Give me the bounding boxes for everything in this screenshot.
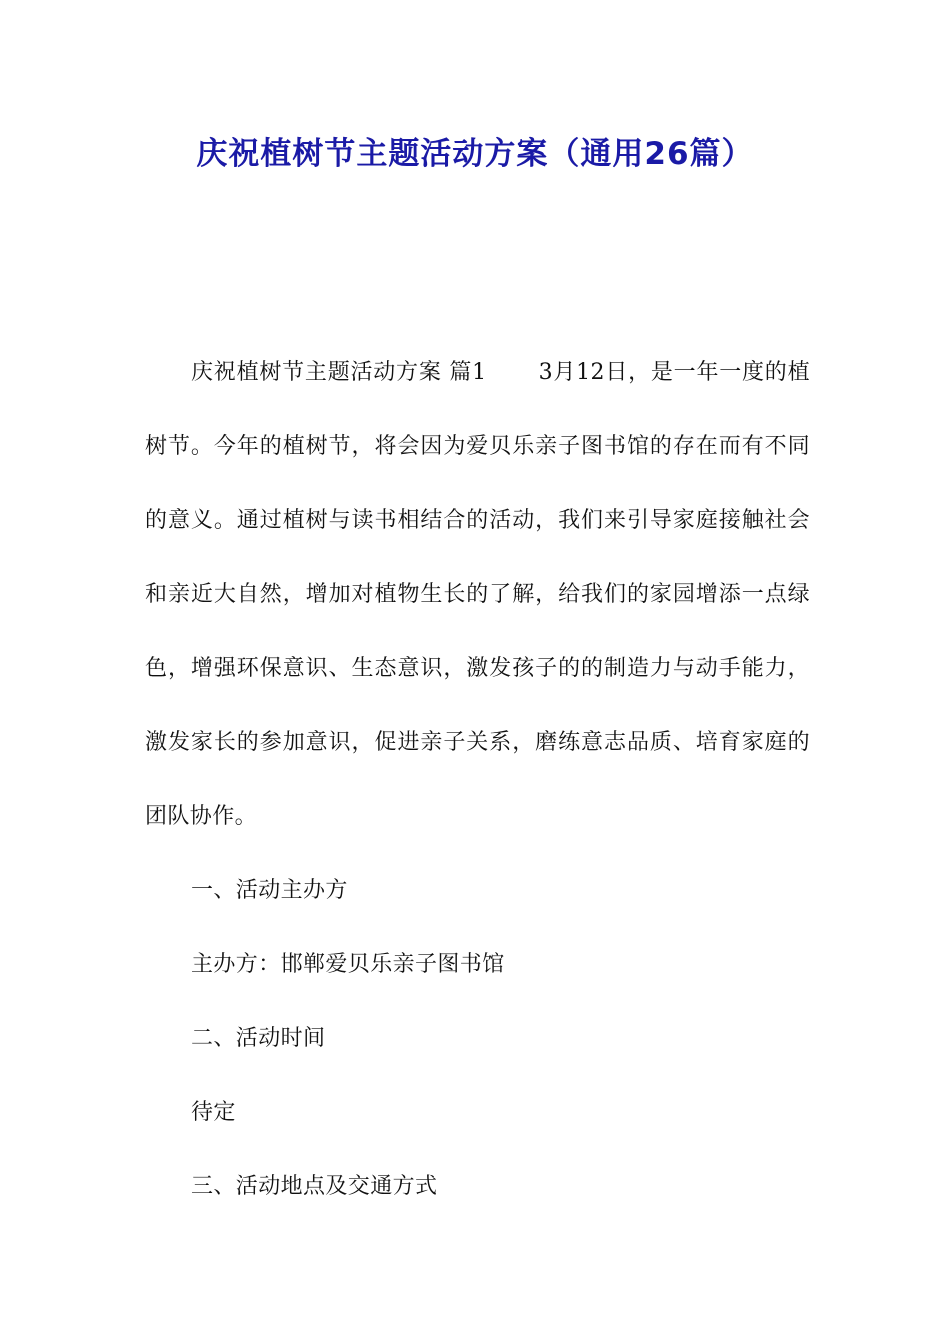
time-text: 待定: [191, 1100, 236, 1125]
intro-text: 3月12日，是一年一度的植树节。今年的植树节，将会因为爱贝乐亲子图书馆的存在而有不同的意义。通过植树与读书相结合的活动，我们来引导家庭接触社会和亲近大自然，增加对植物生长的了解，给我们的家园增添一点绿色，增强环保意识、生态意识，激发孩子的的制造力与动手能力，激发家长的参加意识，促进亲子关系，磨练意志品质、培育家庭的团队协作。: [145, 360, 810, 829]
section-heading: 庆祝植树节主题活动方案 篇1: [191, 360, 487, 385]
document-title: 庆祝植树节主题活动方案（通用26篇）: [196, 136, 754, 172]
heading-location: 三、活动地点及交通方式: [191, 1174, 438, 1199]
heading-time: 二、活动时间: [191, 1026, 326, 1051]
heading-organizer: 一、活动主办方: [191, 878, 348, 903]
document-body: [145, 336, 810, 1224]
organizer-text: 主办方：邯郸爱贝乐亲子图书馆: [191, 952, 505, 977]
intro-paragraph: [145, 336, 810, 854]
